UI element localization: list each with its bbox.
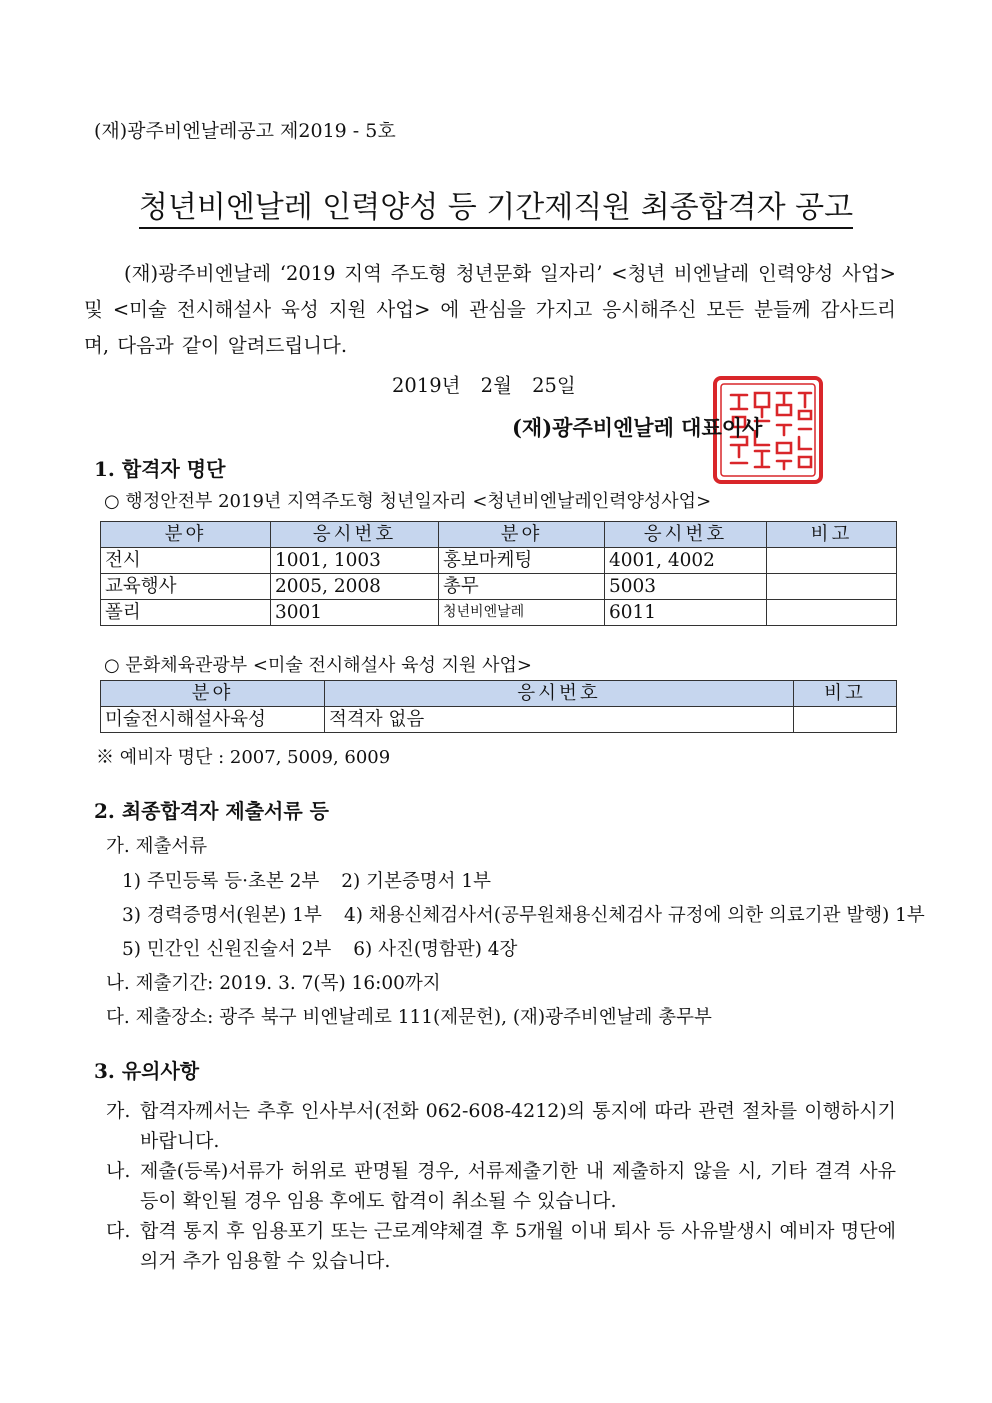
number-cell: 4001, 4002 (605, 548, 767, 574)
section-heading-passers: 1. 합격자 명단 (94, 457, 226, 481)
note-text: 합격 통지 후 임용포기 또는 근로계약체결 후 5개월 이내 퇴사 등 사유발생시 예비자 명단에 의거 추가 임용할 수 있습니다. (140, 1220, 896, 1272)
notice-number: (재)광주비엔날레공고 제2019 - 5호 (94, 120, 396, 142)
note-marker: 나. (106, 1160, 131, 1182)
signer: (재)광주비엔날레 대표이사 (512, 415, 763, 440)
header-cell: 응시번호 (605, 522, 767, 548)
header-cell: 비고 (794, 681, 897, 707)
program-title-2: ○ 문화체육관광부 <미술 전시해설사 육성 지원 사업> (104, 655, 532, 676)
submission-place: 다. 제출장소: 광주 북구 비엔날레로 111(제문헌), (재)광주비엔날레 총무부 (106, 1007, 712, 1028)
section-heading-documents: 2. 최종합격자 제출서류 등 (94, 799, 329, 823)
number-cell: 3001 (271, 600, 439, 626)
field-cell: 교육행사 (101, 574, 271, 600)
document-list-row (122, 901, 925, 927)
number-cell: 1001, 1003 (271, 548, 439, 574)
remark-cell (767, 574, 897, 600)
table-header-row (101, 681, 897, 707)
remark-cell (767, 600, 897, 626)
document-item: 1) 주민등록 등·초본 2부 (122, 871, 320, 892)
table-row (101, 548, 897, 574)
header-cell: 분야 (101, 681, 325, 707)
passer-table-1 (100, 521, 897, 626)
passer-table-2 (100, 680, 897, 733)
announcement-date: 2019년 2월 25일 (392, 374, 576, 397)
field-cell: 홍보마케팅 (439, 548, 605, 574)
document-item: 4) 채용신체검사서(공무원채용신체검사 규정에 의한 의료기관 발행) 1부 (343, 905, 925, 926)
number-cell: 2005, 2008 (271, 574, 439, 600)
table-header-row (101, 522, 897, 548)
document-item: 3) 경력증명서(원본) 1부 (122, 905, 322, 926)
document-title-text: 청년비엔날레 인력양성 등 기간제직원 최종합격자 공고 (139, 190, 853, 229)
note-marker: 가. (106, 1100, 131, 1122)
table-row (101, 574, 897, 600)
note-marker: 다. (106, 1220, 131, 1242)
header-cell: 분야 (439, 522, 605, 548)
program-title-1: ○ 행정안전부 2019년 지역주도형 청년일자리 <청년비엔날레인력양성사업> (104, 491, 712, 512)
header-cell: 응시번호 (271, 522, 439, 548)
table-row (101, 707, 897, 733)
reserve-list: ※ 예비자 명단 : 2007, 5009, 6009 (96, 747, 391, 768)
document-list-row (122, 867, 491, 893)
field-cell: 총무 (439, 574, 605, 600)
number-cell: 6011 (605, 600, 767, 626)
table-row (101, 600, 897, 626)
submission-period: 나. 제출기간: 2019. 3. 7(목) 16:00까지 (106, 973, 441, 994)
note-item (106, 1156, 896, 1216)
header-cell: 비고 (767, 522, 897, 548)
field-cell: 청년비엔날레 (439, 600, 605, 626)
document-list-row (122, 935, 517, 961)
remark-cell (767, 548, 897, 574)
number-cell: 5003 (605, 574, 767, 600)
header-cell: 응시번호 (325, 681, 794, 707)
documents-label: 가. 제출서류 (106, 836, 208, 857)
field-cell: 폴리 (101, 600, 271, 626)
number-cell: 적격자 없음 (325, 707, 794, 733)
section-heading-notes: 3. 유의사항 (94, 1059, 200, 1083)
document-item: 5) 민간인 신원진술서 2부 (122, 939, 332, 960)
field-cell: 전시 (101, 548, 271, 574)
intro-paragraph: (재)광주비엔날레 ‘2019 지역 주도형 청년문화 일자리’ <청년 비엔날레 인력양성 사업> 및 <미술 전시해설사 육성 지원 사업> 에 관심을 가지고 응시해주신 모든 분들께 감사드리며, 다음과 같이 알려드립니다. (84, 262, 896, 357)
note-item (106, 1216, 896, 1276)
remark-cell (794, 707, 897, 733)
document-title (0, 182, 992, 226)
field-cell: 미술전시해설사육성 (101, 707, 325, 733)
document-item: 6) 사진(명함판) 4장 (353, 939, 518, 960)
note-text: 합격자께서는 추후 인사부서(전화 062-608-4212)의 통지에 따라 관련 절차를 이행하시기 바랍니다. (140, 1100, 896, 1152)
header-cell: 분야 (101, 522, 271, 548)
document-item: 2) 기본증명서 1부 (341, 871, 491, 892)
note-text: 제출(등록)서류가 허위로 판명될 경우, 서류제출기한 내 제출하지 않을 시, 기타 결격 사유 등이 확인될 경우 임용 후에도 합격이 취소될 수 있습니다. (140, 1160, 896, 1212)
note-item (106, 1096, 896, 1156)
